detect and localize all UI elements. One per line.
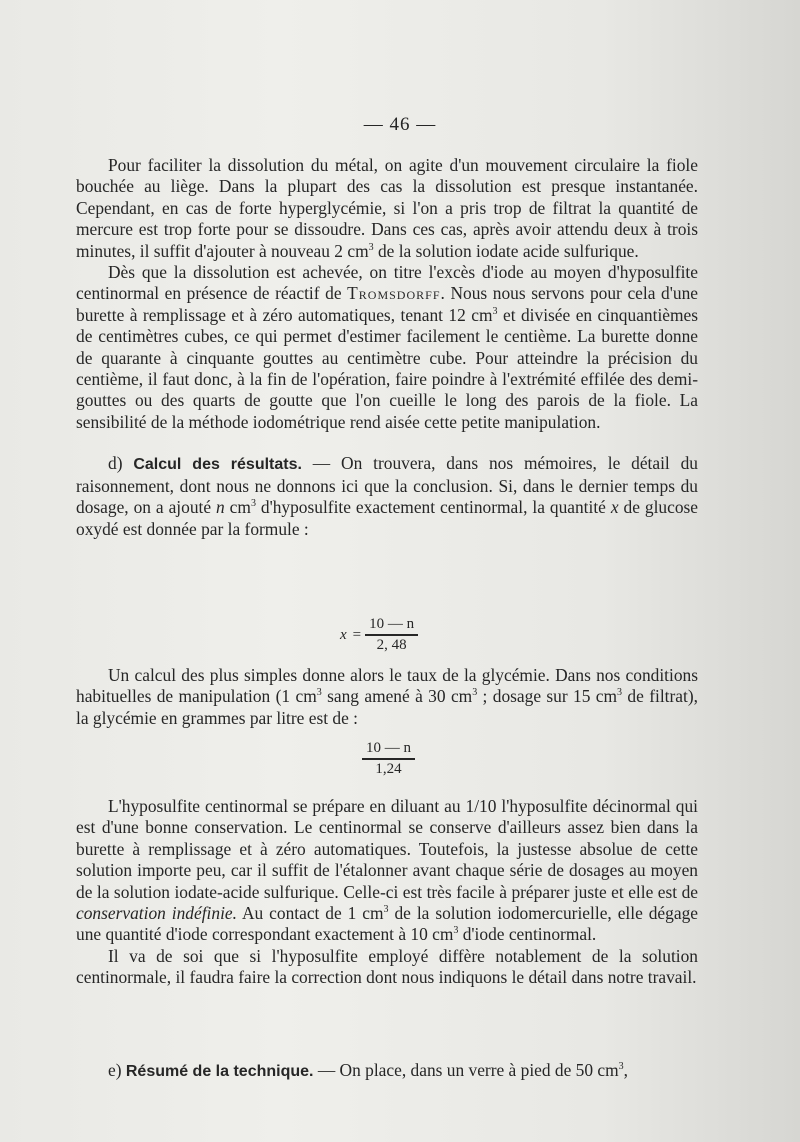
paragraph-glycemie <box>76 665 698 729</box>
paragraph-correction <box>76 946 698 989</box>
paragraph-calcul <box>76 453 698 540</box>
paragraph-text: de la solution iodomercurielle, elle dégage une quantité d'iode correspondant exactement à 10 cm <box>76 903 698 945</box>
superscript: 3 <box>316 687 322 699</box>
paragraph-dissolution <box>76 155 698 262</box>
paragraph-text: Un calcul des plus simples donne alors le taux de la glycémie. Dans nos conditions habituelles de manipulation (1 cm <box>76 665 698 707</box>
formula-numerator: 10 — n <box>365 616 418 636</box>
section-heading: Résumé de la technique. <box>125 1063 314 1080</box>
formula-glucose <box>340 616 418 654</box>
section-letter: e) <box>108 1060 126 1080</box>
text-section-bottom <box>76 796 698 989</box>
paragraph-text: de la solution iodate acide sulfurique. <box>373 240 639 261</box>
superscript: 3 <box>492 306 498 318</box>
superscript: 3 <box>617 687 623 699</box>
paragraph-text: . Nous nous servons pour cela d'une burette à remplissage et à zéro automatiques, tenant 12 cm <box>76 283 698 325</box>
formula-fraction <box>362 740 415 778</box>
formula-glycemie <box>362 740 415 778</box>
paragraph-text: — On trouvera, dans nos mémoires, le détail du raisonnement, dont nous ne donnons ici que la conclusion. Si, dans le dernier temps du dosage, on a ajouté <box>76 453 698 518</box>
formula-denominator: 2, 48 <box>376 637 407 653</box>
paragraph-text: ; dosage sur 15 cm <box>477 686 618 707</box>
section-heading: Calcul des résultats. <box>133 456 302 474</box>
paragraph-text: de filtrat), la glycémie en grammes par litre est de : <box>76 686 698 728</box>
paragraph-text: L'hyposulfite centinormal se prépare en diluant au 1/10 l'hyposulfite décinormal qui est d'une bonne conservation. Le centinormal se conserve d'ailleurs assez bien dans la burette à remplissage et à zéro automatiques. Toutefois, la justesse absolue de cette solution importe peu, car il suffit de l'étalonner avant chaque série de dosages au moyen de la solution iodate-acide sulfurique. Celle-ci est très facile à préparer juste et elle est de <box>76 796 698 902</box>
paragraph-hyposulfite <box>76 796 698 946</box>
paragraph-text: , <box>623 1060 629 1080</box>
formula-fraction <box>365 616 418 654</box>
variable-x: x <box>610 497 619 518</box>
paragraph-text: Dès que la dissolution est achevée, on titre l'excès d'iode au moyen d'hyposulfite centinormal en présence de réactif de <box>76 262 698 304</box>
paragraph-text: cm <box>224 497 251 518</box>
paragraph-text: — On place, dans un verre à pied de 50 cm <box>313 1060 619 1080</box>
page-number: — 46 — <box>363 114 437 135</box>
section-letter: d) <box>108 453 134 474</box>
paragraph-text: Pour faciliter la dissolution du métal, on agite d'un mouvement circulaire la fiole bouchée au liège. Dans la plupart des cas la dissolution est presque instantanée. Cependant, en cas de forte hyperglycémie, si l'on a pris trop de filtrat la quantité de mercure est trop forte pour se dissoudre. Dans ces cas, après avoir attendu deux à trois minutes, il suffit d'ajouter à nouveau 2 cm <box>76 155 698 261</box>
italic-phrase: conservation indéfinie. <box>76 903 237 924</box>
paragraph-text: Il va de soi que si l'hyposulfite employé diffère notablement de la solution centinormale, il faudra faire la correction dont nous indiquons le détail dans notre travail. <box>76 945 698 988</box>
superscript: 3 <box>368 241 374 253</box>
superscript: 3 <box>618 1061 624 1073</box>
paragraph-text: sang amené à 30 cm <box>321 686 473 707</box>
paragraph-titration <box>76 262 698 433</box>
variable-n: n <box>216 497 225 518</box>
paragraph-text: d'hyposulfite exactement centinormal, la quantité <box>255 497 611 518</box>
superscript: 3 <box>250 498 256 510</box>
formula-lhs: x <box>340 626 347 643</box>
paragraph-text: de glucose oxydé est donnée par la formule : <box>76 497 699 539</box>
superscript: 3 <box>383 904 389 916</box>
paragraph-text: d'iode centinormal. <box>458 924 597 945</box>
superscript: 3 <box>472 687 478 699</box>
formula-numerator: 10 — n <box>362 740 415 760</box>
paragraph-resume <box>76 1060 698 1082</box>
author-name: Tromsdorff <box>347 283 441 304</box>
text-section-top <box>76 155 698 540</box>
paragraph-text: Au contact de 1 cm <box>236 903 384 924</box>
formula-denominator: 1,24 <box>375 761 402 777</box>
paragraph-text: et divisée en cinquantièmes de centimètres cubes, ce qui permet d'estimer facilement le centième. La burette donne de quarante à cinquante gouttes au centimètre cube. Pour atteindre la précision du centième, il faut donc, à la fin de l'opération, faire poindre à l'extrémité effilée des demi-gouttes ou des quarts de goutte que l'on cueille le long des parois de la fiole. La sensibilité de la méthode iodométrique rend aisée cette petite manipulation. <box>76 304 699 432</box>
formula-equals: = <box>352 626 362 643</box>
text-section-middle <box>76 665 698 729</box>
superscript: 3 <box>453 925 459 937</box>
